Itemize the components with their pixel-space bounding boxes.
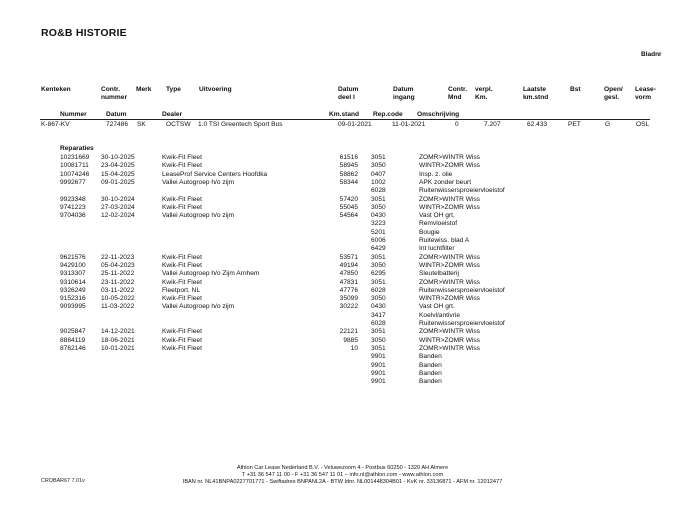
repair-omschrijving: Sleutelbatterij bbox=[419, 270, 459, 278]
repair-nummer: 9152316 bbox=[60, 295, 86, 303]
repair-datum: 30-10-2024 bbox=[101, 195, 135, 203]
repair-datum: 05-04-2023 bbox=[101, 261, 135, 269]
repair-omschrijving: Ruitenwissersproeiervloeistof bbox=[419, 286, 505, 294]
header-merk: Merk bbox=[136, 86, 152, 93]
repair-code: 0407 bbox=[371, 170, 386, 178]
repair-dealer: Kwik-Fit Fleet bbox=[162, 344, 202, 352]
repair-omschrijving: Vast OH grt. bbox=[419, 212, 455, 220]
header-divider bbox=[40, 119, 650, 120]
repair-nummer: 9704036 bbox=[60, 212, 86, 220]
repair-omschrijving: APK zonder beurt bbox=[419, 178, 472, 186]
vehicle-lease-vorm: OSL bbox=[636, 121, 650, 128]
form-code: CROBAR67 7.01v bbox=[41, 478, 85, 484]
repair-code: 3051 bbox=[371, 253, 386, 261]
repair-code: 3050 bbox=[371, 336, 386, 344]
repair-datum: 03-11-2022 bbox=[101, 286, 135, 294]
repair-code: 6028 bbox=[371, 286, 386, 294]
repair-omschrijving: Insp. z. olie bbox=[419, 170, 453, 178]
repair-code: 9901 bbox=[371, 378, 386, 386]
repair-code: 0430 bbox=[371, 303, 386, 311]
repair-km: 53571 bbox=[339, 253, 358, 261]
repair-omschrijving: WINTR>ZOMR Wiss bbox=[419, 295, 480, 303]
vehicle-merk: SK bbox=[137, 121, 146, 128]
header-contr-mnd: Contr. Mnd bbox=[448, 86, 468, 101]
repair-omschrijving: WINTR>ZOMR Wiss bbox=[419, 203, 480, 211]
repair-dealer: Fleetport. NL bbox=[162, 286, 201, 294]
repair-km: 35099 bbox=[339, 295, 358, 303]
header-dealer: Dealer bbox=[162, 111, 183, 118]
repair-datum: 14-12-2021 bbox=[101, 328, 135, 336]
repair-omschrijving: ZOMR>WINTR Wiss bbox=[419, 195, 480, 203]
header-rep-code: Rep.code bbox=[373, 111, 403, 118]
repair-omschrijving: Banden bbox=[419, 353, 442, 361]
footer-bank: IBAN nr. NL41BNPA0227701771 - Swiftadres BNPANL2A - BTW Idnr. NL001448304B01 - KvK nr. 33136871 - AFM nr. 12012477 bbox=[182, 479, 503, 485]
repair-km: 58945 bbox=[339, 162, 358, 170]
vehicle-datum-ingang: 11-01-2021 bbox=[392, 121, 426, 128]
repair-nummer: 10231669 bbox=[60, 154, 90, 161]
repair-km: 22121 bbox=[339, 328, 358, 336]
repair-code: 6429 bbox=[371, 245, 386, 253]
vehicle-verpl-km: 7.207 bbox=[484, 121, 501, 128]
repair-km: 55045 bbox=[339, 203, 358, 211]
repair-nummer: 10081711 bbox=[60, 162, 89, 170]
repair-datum: 23-11-2022 bbox=[101, 278, 135, 286]
repair-datum: 10-01-2021 bbox=[101, 344, 135, 352]
repair-nummer: 9429100 bbox=[60, 261, 86, 269]
repair-dealer: Kwik-Fit Fleet bbox=[162, 162, 202, 170]
repair-omschrijving: Vast OH grt. bbox=[419, 303, 455, 311]
repair-dealer: LeaseProf Service Centers Hoofdka bbox=[162, 170, 268, 178]
repair-km: 9885 bbox=[343, 336, 358, 344]
repair-omschrijving: Banden bbox=[419, 361, 442, 369]
repair-dealer: Vallei Autogroep h/o zijm bbox=[162, 178, 235, 186]
repair-code: 3051 bbox=[371, 344, 386, 352]
repair-dealer: Kwik-Fit Fleet bbox=[162, 261, 202, 269]
repair-km: 58862 bbox=[339, 170, 358, 178]
repair-km: 47776 bbox=[339, 286, 358, 294]
repair-code: 9901 bbox=[371, 369, 386, 377]
repair-km: 30222 bbox=[339, 303, 358, 311]
repair-omschrijving: ZOMR>WINTR Wiss bbox=[419, 344, 480, 352]
repair-nummer: 9923348 bbox=[60, 195, 86, 203]
repair-code: 3417 bbox=[371, 311, 386, 319]
repair-code: 3223 bbox=[371, 220, 386, 228]
repair-omschrijving: ZOMR>WINTR Wiss bbox=[419, 278, 480, 286]
repair-omschrijving: Banden bbox=[419, 378, 442, 386]
repair-omschrijving: Bougie bbox=[419, 228, 440, 236]
repair-datum: 22-11-2023 bbox=[101, 253, 135, 261]
vehicle-contr-mnd: 0 bbox=[455, 121, 459, 128]
footer-address: Athlon Car Lease Nederland B.V. - Veluwezoom 4 - Postbus 60250 - 1320 AH Almere bbox=[236, 465, 449, 471]
repair-code: 3050 bbox=[371, 162, 386, 170]
repair-code: 6295 bbox=[371, 270, 386, 278]
vehicle-bst: PET bbox=[568, 121, 581, 128]
header-nummer: Nummer bbox=[60, 111, 87, 118]
header-verpl-km: verpl. Km. bbox=[475, 86, 493, 101]
repair-datum: 15-04-2025 bbox=[101, 170, 135, 178]
repair-dealer: Kwik-Fit Fleet bbox=[162, 253, 202, 261]
header-laatste-km: Laatste km.stnd bbox=[523, 86, 549, 101]
repair-code: 3050 bbox=[371, 261, 386, 269]
repair-km: 57420 bbox=[339, 195, 358, 203]
repair-nummer: 9313307 bbox=[60, 270, 86, 278]
repair-datum: 11-03-2022 bbox=[101, 303, 135, 311]
page-title: RO&B HISTORIE bbox=[41, 27, 127, 39]
repair-datum: 25-11-2022 bbox=[101, 270, 135, 278]
repair-code: 6006 bbox=[371, 237, 386, 244]
repair-km: 10 bbox=[350, 344, 358, 352]
repair-omschrijving: Banden bbox=[419, 369, 442, 377]
repair-dealer: Kwik-Fit Fleet bbox=[162, 328, 202, 336]
repair-code: 3050 bbox=[371, 295, 386, 303]
header-bst: Bst bbox=[570, 86, 581, 93]
footer-contact: T +31 36 547 11 00 - F +31 36 547 11 01 – info.nl@athlon.com - www.athlon.com bbox=[241, 472, 444, 478]
vehicle-contr-nummer: 727486 bbox=[106, 121, 129, 128]
repair-km: 49194 bbox=[339, 261, 358, 269]
repair-code: 3050 bbox=[371, 203, 386, 211]
repair-nummer: 9093995 bbox=[60, 303, 86, 311]
repair-km: 58344 bbox=[339, 178, 358, 186]
header-datum: Datum bbox=[106, 111, 127, 118]
repair-dealer: Kwik-Fit Fleet bbox=[162, 278, 202, 286]
repair-nummer: 10074246 bbox=[60, 170, 90, 178]
repair-nummer: 9621576 bbox=[60, 253, 86, 261]
header-kenteken: Kenteken bbox=[41, 86, 71, 93]
repair-datum: 30-10-2025 bbox=[101, 154, 135, 161]
vehicle-kenteken: K-867-KV bbox=[41, 121, 70, 128]
repair-code: 5201 bbox=[371, 228, 386, 236]
repair-omschrijving: Ruitenwissersproeiervloeistof bbox=[419, 320, 505, 327]
repair-code: 9901 bbox=[371, 361, 386, 369]
repair-datum: 27-03-2024 bbox=[101, 203, 135, 211]
vehicle-type: OCTSW bbox=[166, 121, 191, 128]
vehicle-datum-deel: 09-01-2021 bbox=[338, 121, 372, 128]
repair-dealer: Vallei Autogroep h/o zijm bbox=[162, 303, 235, 311]
repair-omschrijving: ZOMR>WINTR Wiss bbox=[419, 328, 480, 336]
repair-omschrijving: Remvloeistof bbox=[419, 220, 458, 228]
header-datum-ingang: Datum ingang bbox=[393, 86, 415, 101]
repair-dealer: Kwik-Fit Fleet bbox=[162, 195, 202, 203]
repair-nummer: 9326249 bbox=[60, 286, 86, 294]
repair-nummer: 8762146 bbox=[60, 344, 86, 352]
repair-code: 9901 bbox=[371, 353, 386, 361]
repair-code: 6028 bbox=[371, 320, 386, 327]
repair-code: 3051 bbox=[371, 328, 386, 336]
repair-nummer: 9310614 bbox=[60, 278, 86, 286]
page-number-label: Bladnr bbox=[641, 51, 662, 58]
repair-code: 3051 bbox=[371, 154, 386, 161]
header-type: Type bbox=[166, 86, 181, 93]
repair-km: 61516 bbox=[339, 154, 358, 161]
repair-omschrijving: ZOMR>WINTR Wiss bbox=[419, 253, 480, 261]
repair-datum: 12-02-2024 bbox=[101, 212, 135, 220]
repair-code: 1002 bbox=[371, 178, 386, 186]
repair-omschrijving: Ruitenwissersproeiervloeistof bbox=[419, 187, 505, 195]
header-contr-nummer: Contr. nummer bbox=[101, 86, 128, 101]
repair-dealer: Kwik-Fit Fleet bbox=[162, 203, 202, 211]
vehicle-laatste-km: 62.433 bbox=[527, 121, 548, 128]
repair-dealer: Kwik-Fit Fleet bbox=[162, 336, 202, 344]
repair-code: 0430 bbox=[371, 212, 386, 220]
repair-dealer: Vallei Autogroep h/o zijm bbox=[162, 212, 235, 220]
repair-omschrijving: Ruitewiss. blad A bbox=[419, 237, 470, 244]
repair-km: 47831 bbox=[339, 278, 358, 286]
repair-nummer: 9025847 bbox=[60, 328, 86, 336]
repair-km: 47850 bbox=[339, 270, 358, 278]
repair-datum: 10-05-2022 bbox=[101, 295, 135, 303]
repair-nummer: 9992677 bbox=[60, 178, 86, 186]
repair-omschrijving: ZOMR>WINTR Wiss bbox=[419, 154, 480, 161]
vehicle-open-gesl: G bbox=[605, 121, 611, 128]
repair-omschrijving: WINTR>ZOMR Wiss bbox=[419, 336, 480, 344]
repair-nummer: 9741223 bbox=[60, 203, 86, 211]
repair-code: 3051 bbox=[371, 195, 386, 203]
repair-dealer: Kwik-Fit Fleet bbox=[162, 295, 202, 303]
header-lease-vorm: Lease- vorm bbox=[635, 86, 656, 101]
header-datum-deel: Datum deel I bbox=[338, 86, 359, 101]
repair-nummer: 8884119 bbox=[60, 336, 86, 344]
reparaties-heading: Reparaties bbox=[60, 145, 94, 152]
header-omschrijving: Omschrijving bbox=[417, 111, 460, 118]
repair-datum: 09-01-2025 bbox=[101, 178, 135, 186]
repair-omschrijving: WINTR>ZOMR Wiss bbox=[419, 261, 480, 269]
repair-omschrijving: Int luchtfilter bbox=[419, 245, 455, 253]
repair-code: 3051 bbox=[371, 278, 386, 286]
repair-dealer: Vallei Autogroep h/o Zijm Arnhem bbox=[162, 270, 260, 278]
repair-omschrijving: Koelvl/antivrie bbox=[419, 311, 461, 319]
repair-km: 54564 bbox=[339, 212, 358, 220]
header-open-gesl: Open/ gesl. bbox=[604, 86, 623, 101]
repair-omschrijving: WINTR>ZOMR Wiss bbox=[419, 162, 480, 170]
header-uitvoering: Uitvoering bbox=[199, 86, 232, 93]
repair-dealer: Kwik-Fit Fleet bbox=[162, 154, 202, 161]
repair-datum: 23-04-2025 bbox=[101, 162, 135, 170]
repair-datum: 18-06-2021 bbox=[101, 336, 135, 344]
repair-code: 6028 bbox=[371, 187, 386, 195]
header-km-stand: Km.stand bbox=[329, 111, 360, 118]
vehicle-uitvoering: 1.0 TSI Greentech Sport Bus bbox=[198, 121, 283, 128]
